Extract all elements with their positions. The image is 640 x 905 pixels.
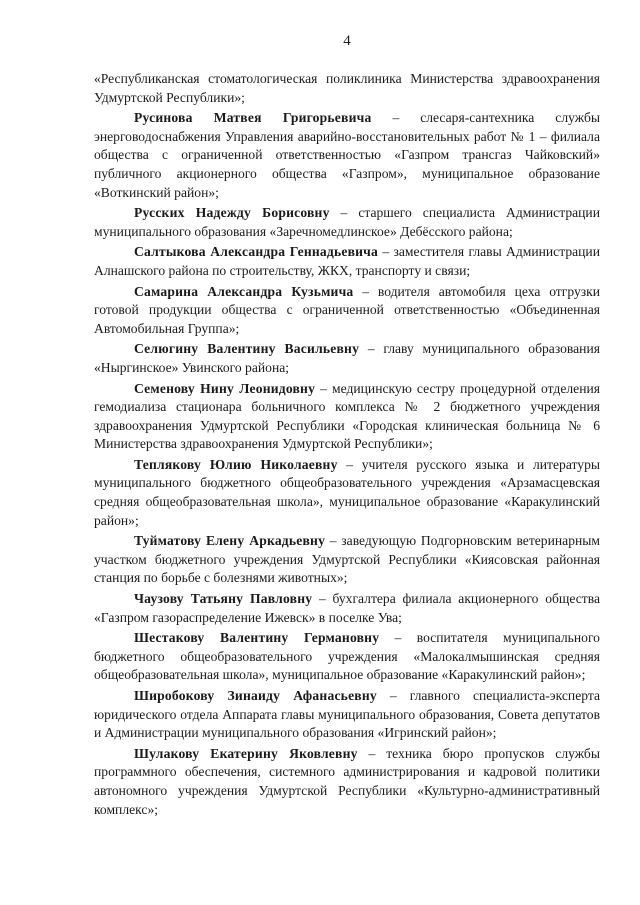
person-name: Шулакову Екатерину Яковлевну (134, 745, 358, 761)
list-item (94, 109, 600, 202)
person-description: «Республиканская стоматологическая поликлиника Министерства здравоохранения Удмуртской Республики»; (94, 71, 600, 105)
award-list (94, 70, 600, 819)
person-name: Чаузову Татьяну Павловну (134, 591, 313, 607)
person-description: – главу муниципального образования «Ныргинское» Увинского района; (94, 341, 600, 375)
list-item (94, 629, 600, 685)
list-item (94, 590, 600, 627)
list-item (94, 340, 600, 377)
person-name: Семенову Нину Леонидовну (134, 380, 316, 396)
person-description: – учителя русского языка и литературы муниципального бюджетного общеобразовательного учреждения «Арзамасцевская средняя общеобразовательная школа», муниципальное образование «Каракулинский район»; (94, 456, 600, 528)
person-name: Теплякову Юлию Николаевну (134, 456, 338, 472)
person-description: – техника бюро пропусков службы программного обеспечения, системного администрирования и кадровой политики автономного учреждения Удмуртской Республики «Культурно-административный комплекс»; (94, 745, 600, 817)
list-item (94, 687, 600, 743)
list-item (94, 243, 600, 280)
page-number: 4 (343, 33, 351, 49)
list-item (94, 456, 600, 530)
person-name: Селюгину Валентину Васильевну (134, 341, 360, 357)
person-description: – заместителя главы Администрации Алнашского района по строительству, ЖКХ, транспорту и связи; (94, 244, 600, 278)
person-description: – медицинскую сестру процедурной отделения гемодиализа стационара больничного комплекса № 2 бюджетного учреждения здравоохранения Удмуртской Республики «Городская клиническая больница № 6 Министерства здравоохранения Удмуртской Республики»; (94, 380, 600, 452)
list-item (94, 745, 600, 819)
person-description: – воспитателя муниципального бюджетного общеобразовательного учреждения «Малокалмышинская средняя общеобразовательная школа», муниципальное образование «Каракулинский район»; (94, 630, 600, 683)
list-item (94, 283, 600, 339)
person-description: – водителя автомобиля цеха отгрузки готовой продукции общества с ограниченной ответственностью «Объединенная Автомобильная Группа»; (94, 283, 600, 336)
list-item (94, 380, 600, 454)
person-description: – слесаря-сантехника службы энерговодоснабжения Управления аварийно-восстановительных работ № 1 – филиала общества с ограниченной ответственностью «Газпром трансгаз Чайковский» публичного акционерного общества «Газпром», муниципальное образование «Воткинский район»; (94, 110, 600, 200)
person-description: – бухгалтера филиала акционерного общества «Газпром газораспределение Ижевск» в поселке Ува; (94, 591, 600, 625)
person-name: Шестакову Валентину Германовну (134, 630, 380, 646)
list-item (94, 70, 600, 107)
person-name: Русских Надежду Борисовну (134, 205, 330, 221)
person-name: Туйматову Елену Аркадьевну (134, 533, 326, 549)
person-description: – старшего специалиста Администрации муниципального образования «Заречномедлинское» Дебёсского района; (94, 205, 600, 239)
person-name: Самарина Александра Кузьмича (134, 283, 354, 299)
person-name: Русинова Матвея Григорьевича (134, 110, 372, 126)
person-description: – заведующую Подгорновским ветеринарным участком бюджетного учреждения Удмуртской Республики «Киясовская районная станция по борьбе с болезнями животных»; (94, 533, 600, 586)
person-name: Широбокову Зинаиду Афанасьевну (134, 688, 377, 703)
list-item (94, 532, 600, 588)
list-item (94, 204, 600, 241)
person-name: Салтыкова Александра Геннадьевича (134, 244, 379, 260)
person-description: – главного специалиста-эксперта юридического отдела Аппарата главы муниципального образования, Совета депутатов и Администрации муниципального образования «Игринский район»; (94, 688, 600, 741)
